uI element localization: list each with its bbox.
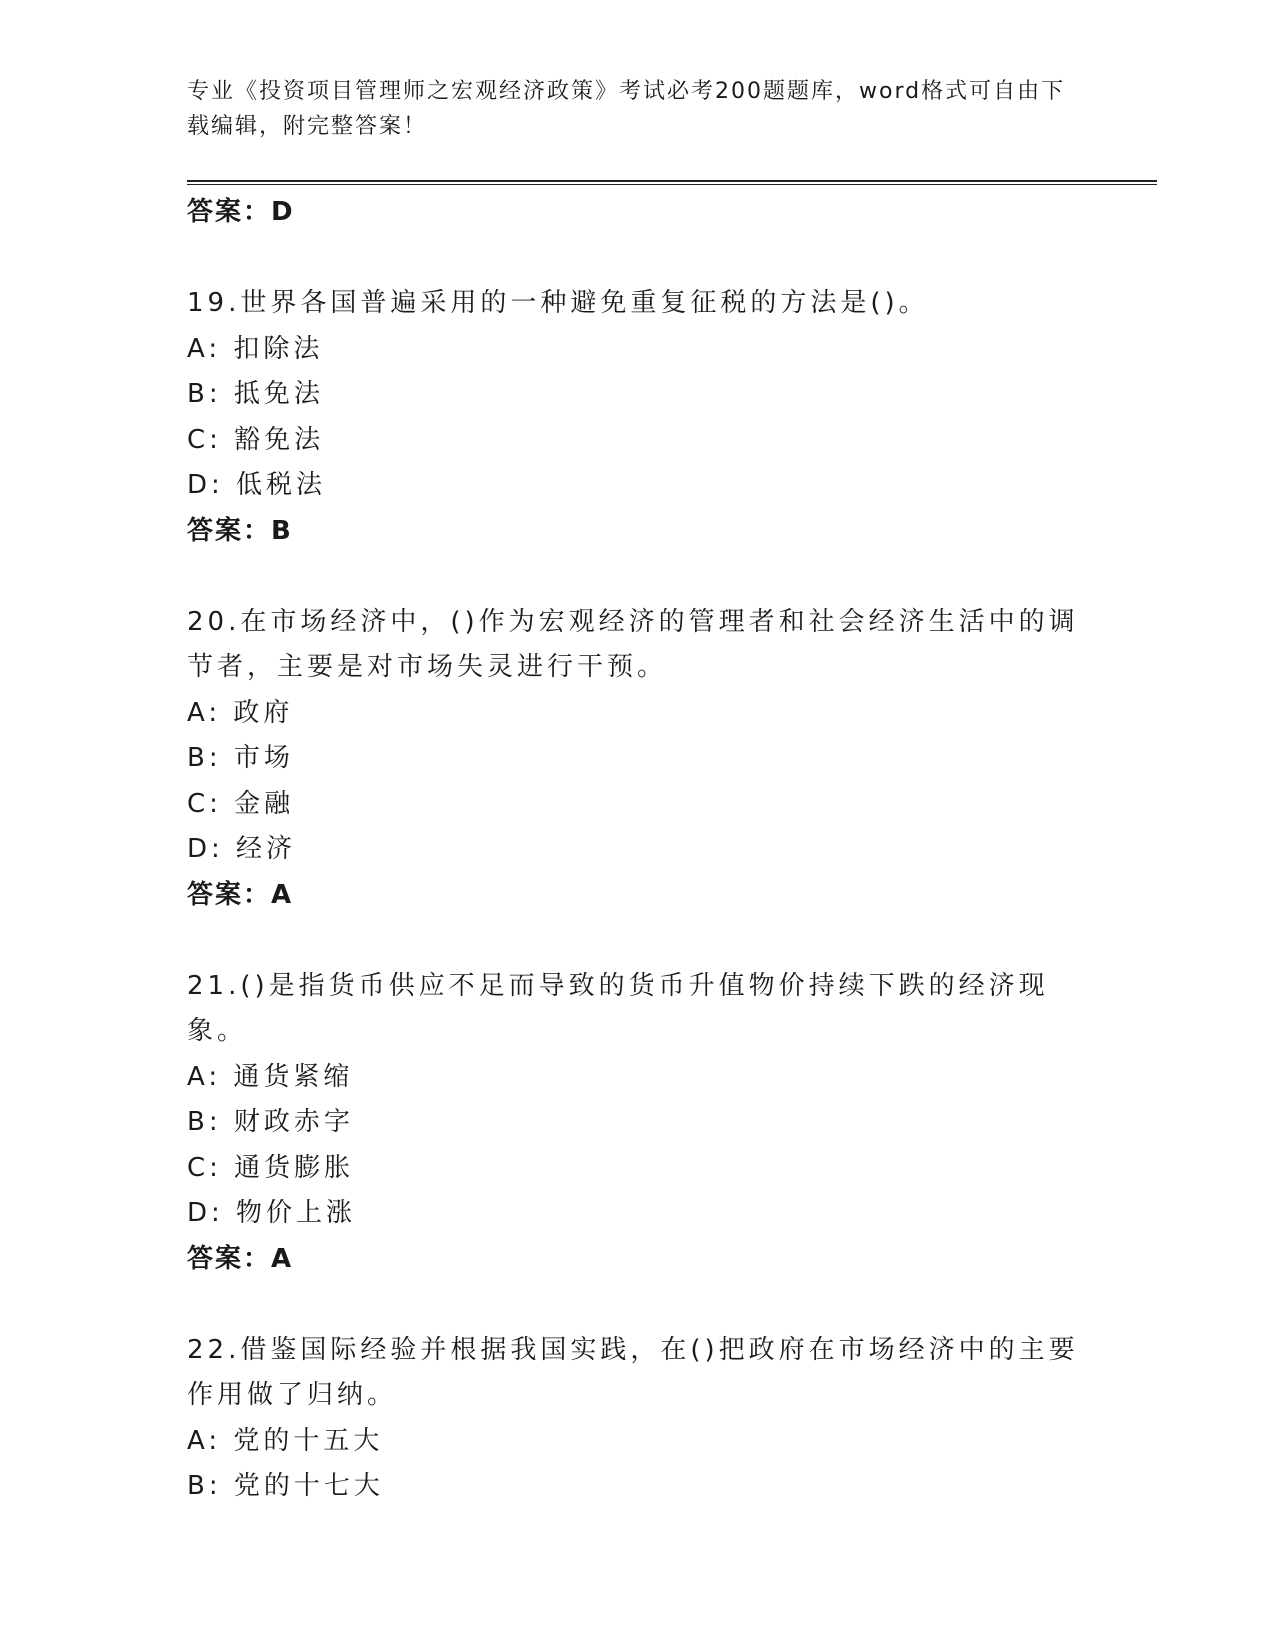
header-divider (187, 180, 1157, 185)
answer-label: 答案：A (187, 879, 294, 910)
option-b: B: 抵免法 (187, 379, 324, 409)
question-block (187, 964, 1087, 1283)
option-d: D: 物价上涨 (187, 1198, 357, 1228)
question-text: 20.在市场经济中，()作为宏观经济的管理者和社会经济生活中的调节者，主要是对市场失灵进行干预。 (187, 606, 1079, 682)
spacer (187, 236, 1087, 282)
answer-label: 答案：D (187, 197, 295, 227)
question-text: 19.世界各国普遍采用的一种避免重复征税的方法是()。 (187, 288, 929, 318)
question-text: 22.借鉴国际经验并根据我国实践，在()把政府在市场经济中的主要作用做了归纳。 (187, 1334, 1079, 1410)
option-a: A: 党的十五大 (187, 1425, 384, 1456)
question-text: 21.()是指货币供应不足而导致的货币升值物价持续下跌的经济现象。 (187, 970, 1049, 1046)
option-b: B: 市场 (187, 743, 294, 773)
option-d: D: 经济 (187, 834, 297, 864)
question-block (187, 281, 1087, 554)
option-d: D: 低税法 (187, 470, 327, 500)
option-b: B: 财政赤字 (187, 1107, 354, 1137)
option-a: A: 扣除法 (187, 333, 324, 364)
answer-label: 答案：B (187, 515, 293, 546)
question-block (187, 1328, 1087, 1510)
option-a: A: 政府 (187, 697, 294, 728)
option-b: B: 党的十七大 (187, 1471, 384, 1501)
spacer (187, 1282, 1087, 1328)
question-block (187, 600, 1087, 919)
question-list (187, 190, 1087, 1510)
option-c: C: 通货膨胀 (187, 1152, 355, 1183)
spacer (187, 918, 1087, 964)
answer-label: 答案：A (187, 1243, 294, 1274)
document-header: 专业《投资项目管理师之宏观经济政策》考试必考200题题库，word格式可自由下载编辑，附完整答案！ (187, 79, 1066, 139)
option-c: C: 豁免法 (187, 424, 325, 455)
option-a: A: 通货紧缩 (187, 1061, 354, 1092)
spacer (187, 554, 1087, 600)
option-c: C: 金融 (187, 788, 295, 819)
